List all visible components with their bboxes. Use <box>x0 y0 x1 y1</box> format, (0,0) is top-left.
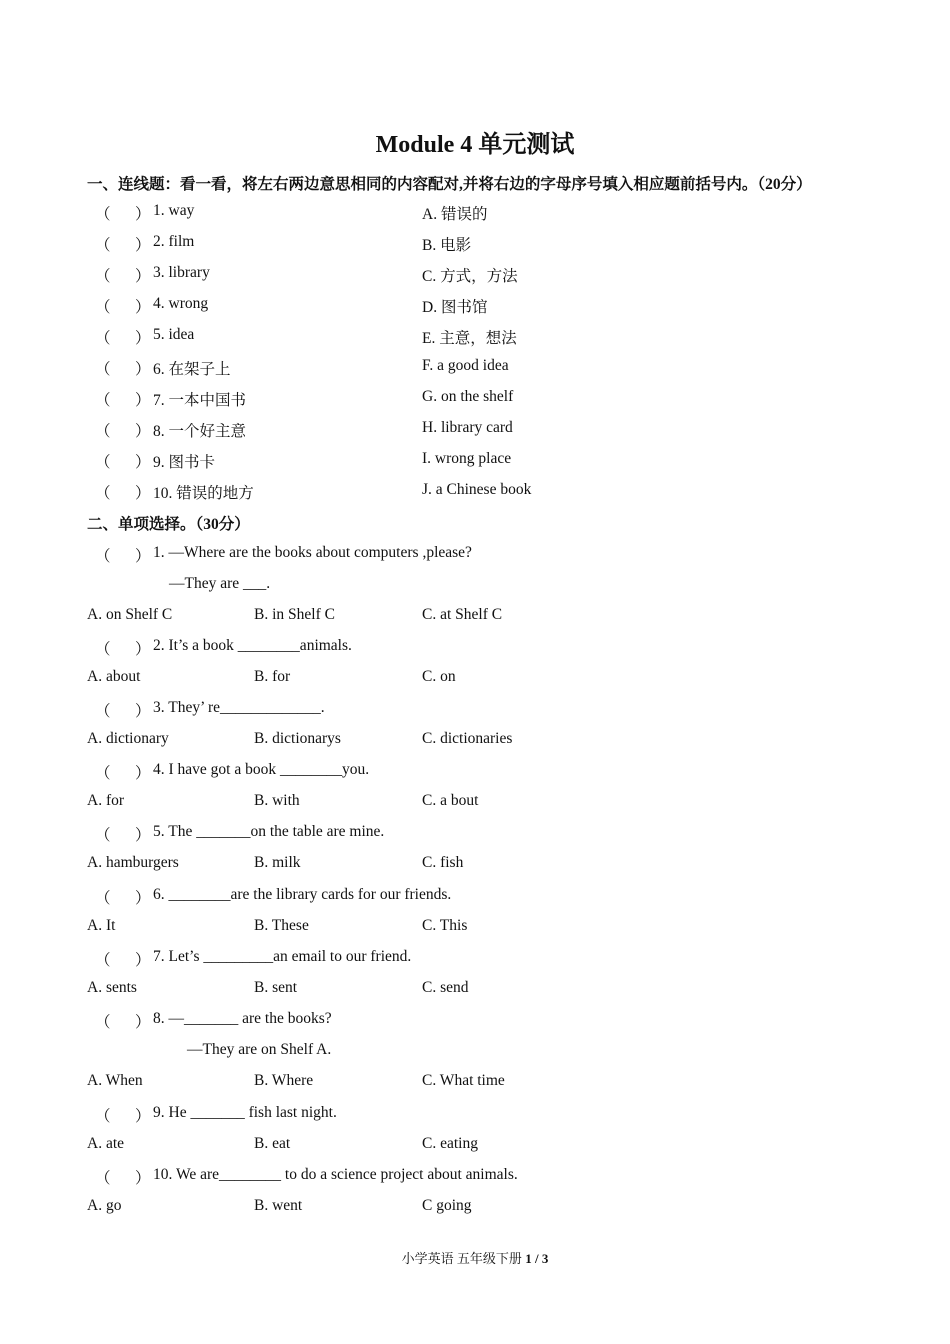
option-a[interactable]: A. hamburgers <box>87 854 179 871</box>
option-b[interactable]: B. went <box>254 1197 303 1214</box>
options-row <box>87 917 907 939</box>
question-row <box>87 1166 907 1188</box>
options-row <box>87 668 907 690</box>
answer-bracket[interactable]: （ ） <box>95 548 151 565</box>
option-a[interactable]: A. on Shelf C <box>87 606 173 623</box>
question-text: 6. ________are the library cards for our friends. <box>153 886 452 903</box>
option-c[interactable]: C. send <box>422 979 469 996</box>
option-b[interactable]: B. dictionarys <box>254 730 341 747</box>
answer-bracket[interactable]: （ ） <box>95 423 151 440</box>
answer-bracket[interactable]: （ ） <box>95 330 151 347</box>
matching-right: I. wrong place <box>422 450 512 467</box>
options-row <box>87 1197 907 1219</box>
matching-item <box>87 326 907 348</box>
question-reply: —They are ___. <box>169 575 271 592</box>
option-a[interactable]: A. ate <box>87 1135 125 1152</box>
answer-bracket[interactable]: （ ） <box>95 890 151 907</box>
matching-left: 8. 一个好主意 <box>153 423 247 440</box>
option-b[interactable]: B. for <box>254 668 291 685</box>
matching-left: 4. wrong <box>153 295 209 312</box>
matching-right: F. a good idea <box>422 357 509 374</box>
footer-text: 小学英语 五年级下册 <box>401 1251 526 1266</box>
option-a[interactable]: A. It <box>87 917 116 934</box>
option-b[interactable]: B. milk <box>254 854 301 871</box>
answer-bracket[interactable]: （ ） <box>95 1170 151 1187</box>
matching-item <box>87 419 907 441</box>
options-row <box>87 606 907 628</box>
question-row <box>87 637 907 659</box>
page-title: Module 4 单元测试 <box>375 132 575 158</box>
question-row <box>87 544 907 566</box>
question-row <box>87 948 907 970</box>
matching-item <box>87 233 907 255</box>
section-1-heading: 一、连线题：看一看，将左右两边意思相同的内容配对,并将右边的字母序号填入相应题前括号内。（20分） <box>87 176 812 193</box>
question-text: 9. He _______ fish last night. <box>153 1104 337 1121</box>
option-c[interactable]: C. at Shelf C <box>422 606 503 623</box>
answer-bracket[interactable]: （ ） <box>95 827 151 844</box>
question-row <box>87 761 907 783</box>
option-a[interactable]: A. go <box>87 1197 122 1214</box>
question-row <box>87 823 907 845</box>
question-text: 1. —Where are the books about computers ,please? <box>153 544 472 561</box>
matching-right: D. 图书馆 <box>422 299 488 316</box>
options-row <box>87 730 907 752</box>
matching-left: 1. way <box>153 202 195 219</box>
options-row <box>87 1072 907 1094</box>
option-c[interactable]: C. fish <box>422 854 464 871</box>
option-a[interactable]: A. When <box>87 1072 143 1089</box>
matching-right: J. a Chinese book <box>422 481 532 498</box>
question-text: 4. I have got a book ________you. <box>153 761 370 778</box>
answer-bracket[interactable]: （ ） <box>95 299 151 316</box>
options-row <box>87 854 907 876</box>
option-c[interactable]: C. eating <box>422 1135 478 1152</box>
question-text: 3. They’ re_____________. <box>153 699 325 716</box>
question-row <box>87 699 907 721</box>
section-2-heading: 二、单项选择。（30分） <box>87 516 250 533</box>
question-reply: —They are on Shelf A. <box>187 1041 332 1058</box>
answer-bracket[interactable]: （ ） <box>95 237 151 254</box>
matching-left: 9. 图书卡 <box>153 454 216 471</box>
matching-left: 6. 在架子上 <box>153 361 231 378</box>
matching-right: A. 错误的 <box>422 206 488 223</box>
question-row <box>87 1104 907 1126</box>
answer-bracket[interactable]: （ ） <box>95 641 151 658</box>
page-total: 3 <box>541 1251 549 1266</box>
option-b[interactable]: B. These <box>254 917 309 934</box>
matching-left: 5. idea <box>153 326 195 343</box>
question-row <box>87 1010 907 1032</box>
option-b[interactable]: B. Where <box>254 1072 314 1089</box>
matching-right: H. library card <box>422 419 513 436</box>
matching-item <box>87 357 907 379</box>
answer-bracket[interactable]: （ ） <box>95 361 151 378</box>
matching-right: E. 主意，想法 <box>422 330 517 347</box>
page-footer <box>0 1248 950 1267</box>
option-b[interactable]: B. sent <box>254 979 298 996</box>
answer-bracket[interactable]: （ ） <box>95 952 151 969</box>
matching-item <box>87 388 907 410</box>
option-a[interactable]: A. about <box>87 668 141 685</box>
question-text: 8. —_______ are the books? <box>153 1010 332 1027</box>
matching-left: 7. 一本中国书 <box>153 392 247 409</box>
answer-bracket[interactable]: （ ） <box>95 1014 151 1031</box>
answer-bracket[interactable]: （ ） <box>95 392 151 409</box>
options-row <box>87 792 907 814</box>
option-b[interactable]: B. in Shelf C <box>254 606 335 623</box>
question-continuation <box>87 575 907 597</box>
option-c[interactable]: C. a bout <box>422 792 479 809</box>
option-c[interactable]: C. This <box>422 917 468 934</box>
question-text: 10. We are________ to do a science project about animals. <box>153 1166 518 1183</box>
option-c[interactable]: C. on <box>422 668 456 685</box>
answer-bracket[interactable]: （ ） <box>95 765 151 782</box>
option-c[interactable]: C. What time <box>422 1072 505 1089</box>
option-c[interactable]: C going <box>422 1197 472 1214</box>
matching-item <box>87 264 907 286</box>
page-separator: / <box>531 1251 542 1266</box>
matching-left: 2. film <box>153 233 195 250</box>
answer-bracket[interactable]: （ ） <box>95 454 151 471</box>
question-text: 2. It’s a book ________animals. <box>153 637 352 654</box>
answer-bracket[interactable]: （ ） <box>95 268 151 285</box>
matching-left: 3. library <box>153 264 210 281</box>
option-b[interactable]: B. with <box>254 792 300 809</box>
option-a[interactable]: A. sents <box>87 979 137 996</box>
matching-item <box>87 481 907 503</box>
answer-bracket[interactable]: （ ） <box>95 1108 151 1125</box>
option-a[interactable]: A. for <box>87 792 125 809</box>
question-continuation <box>87 1041 907 1063</box>
answer-bracket[interactable]: （ ） <box>95 206 151 223</box>
answer-bracket[interactable]: （ ） <box>95 485 151 502</box>
page-number: 1 <box>525 1251 532 1266</box>
matching-left: 10. 错误的地方 <box>153 485 254 502</box>
matching-right: G. on the shelf <box>422 388 514 405</box>
matching-item <box>87 450 907 472</box>
question-row <box>87 886 907 908</box>
matching-item <box>87 295 907 317</box>
question-text: 7. Let’s _________an email to our friend. <box>153 948 412 965</box>
option-c[interactable]: C. dictionaries <box>422 730 513 747</box>
options-row <box>87 1135 907 1157</box>
option-a[interactable]: A. dictionary <box>87 730 169 747</box>
question-text: 5. The _______on the table are mine. <box>153 823 385 840</box>
options-row <box>87 979 907 1001</box>
matching-right: C. 方式，方法 <box>422 268 518 285</box>
option-b[interactable]: B. eat <box>254 1135 291 1152</box>
answer-bracket[interactable]: （ ） <box>95 703 151 720</box>
matching-right: B. 电影 <box>422 237 472 254</box>
matching-item <box>87 202 907 224</box>
